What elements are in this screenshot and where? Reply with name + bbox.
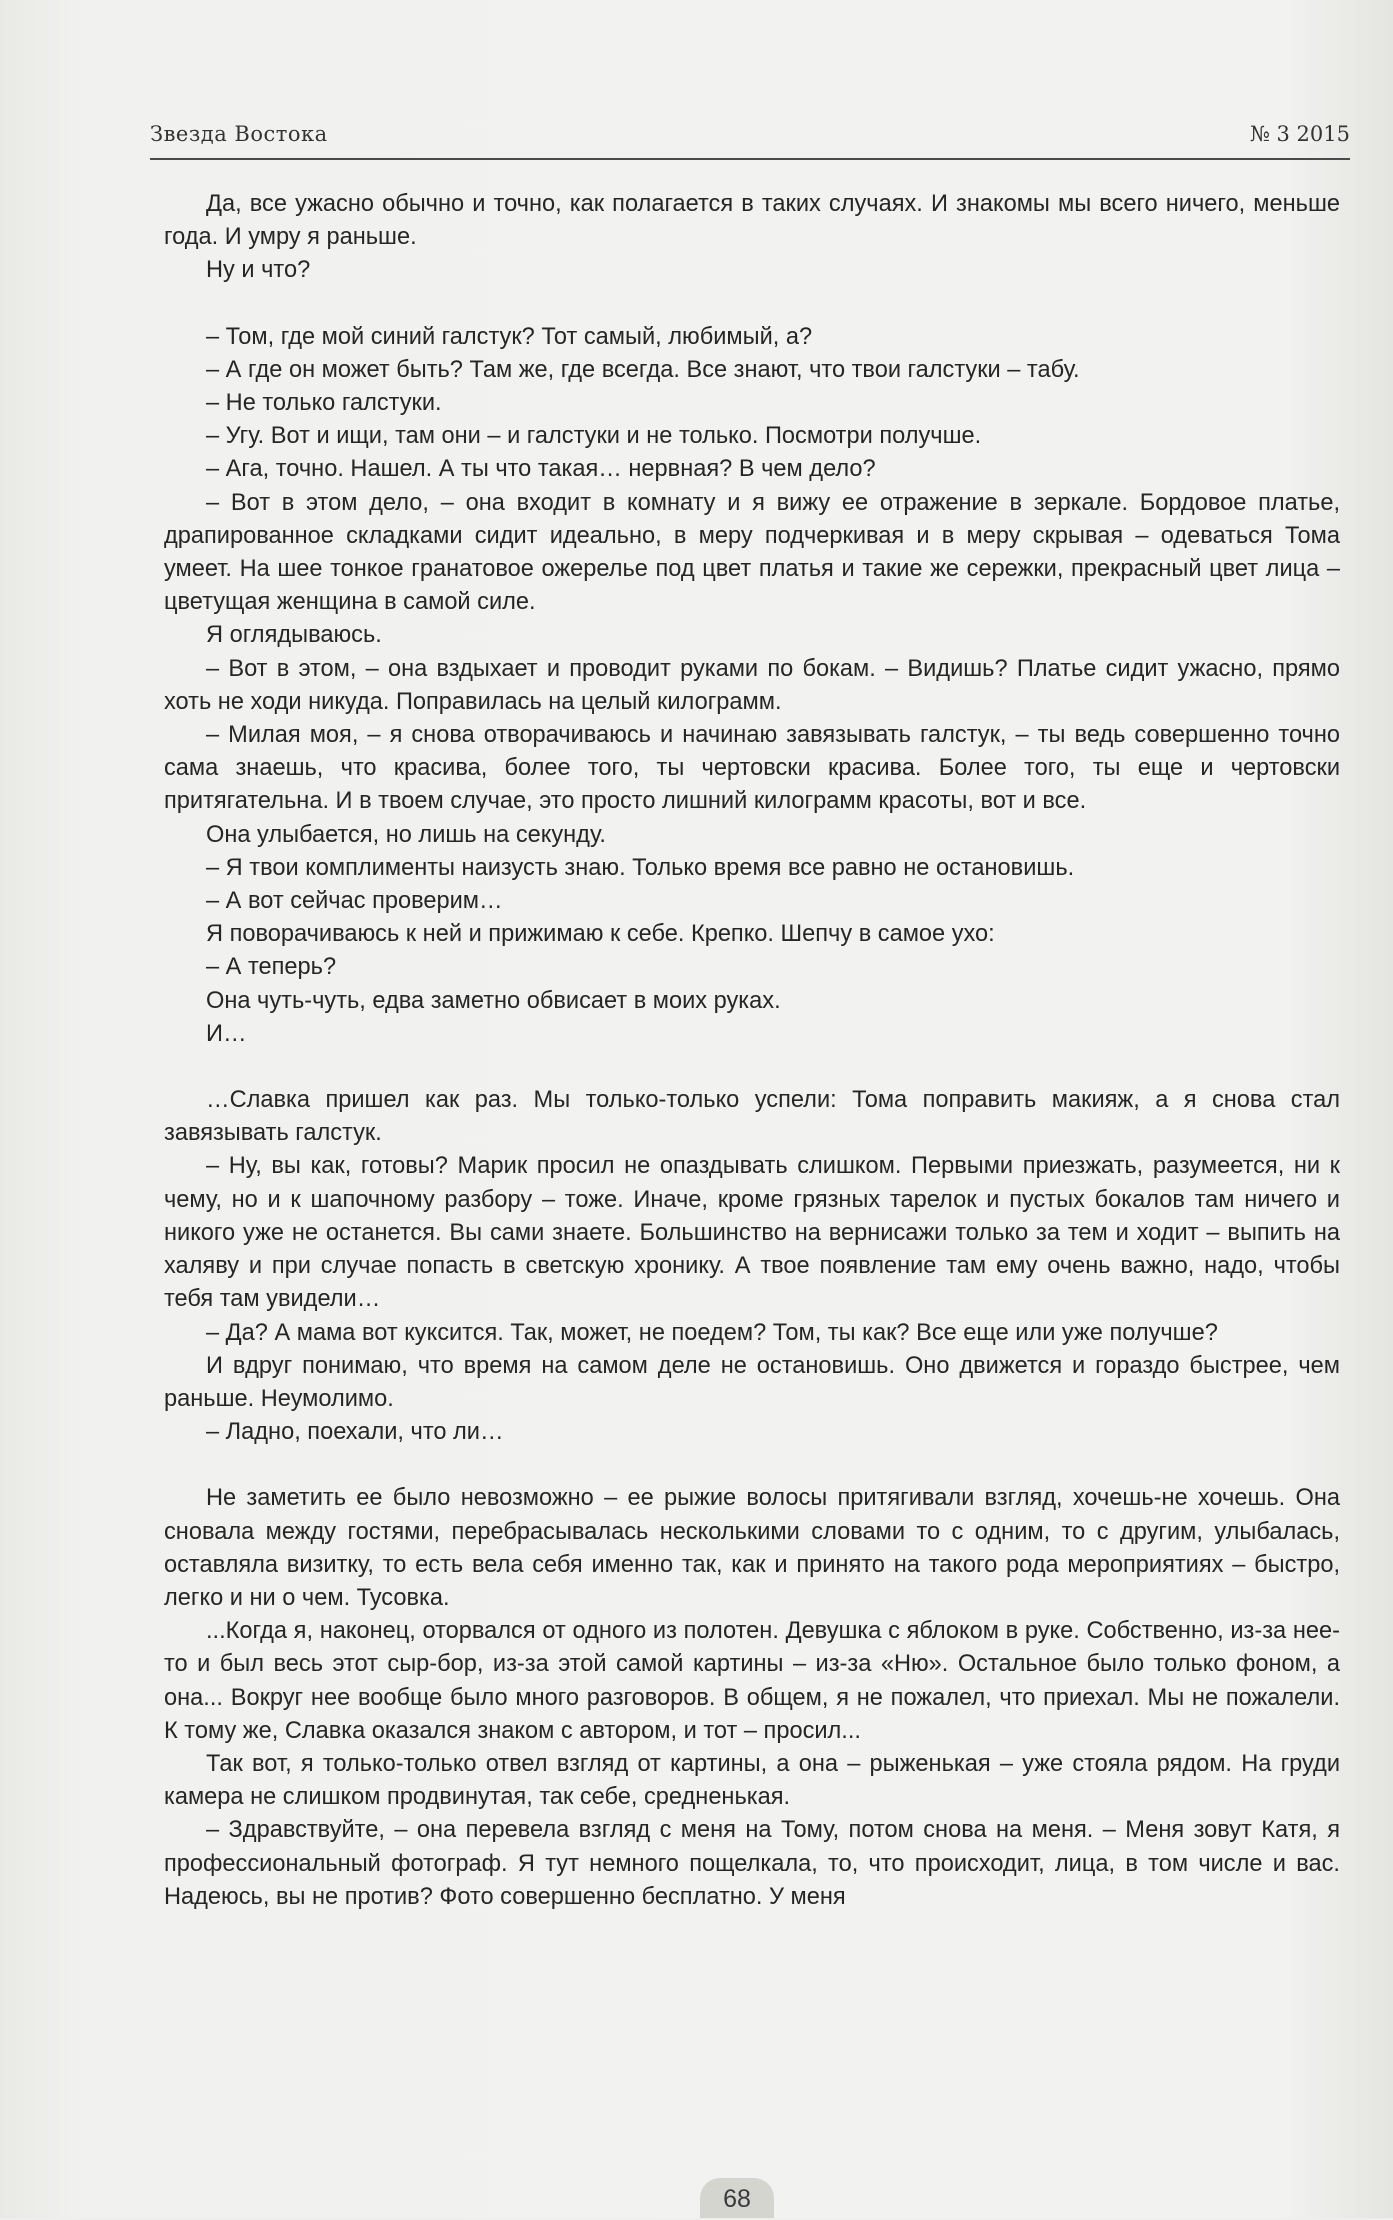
paragraph: Я оглядываюсь. — [206, 622, 382, 649]
paragraph: Ну и что? — [206, 257, 311, 284]
paragraph: – Вот в этом дело, – она входит в комнату и я вижу ее отражение в зеркале. Бордовое платье, драпированное складками сидит идеально, в меру подчеркивая и в меру скрывая – одеваться Тома умеет. На шее тонкое гранатовое ожерелье под цвет платья и такие же сережки, прекрасный цвет лица – цветущая женщина в самой силе. — [164, 489, 1340, 616]
paragraph: – Том, где мой синий галстук? Тот самый, любимый, а? — [206, 323, 813, 350]
paragraph: – Вот в этом, – она вздыхает и проводит руками по бокам. – Видишь? Платье сидит ужасно, прямо хоть не ходи никуда. Поправилась на целый килограмм. — [164, 655, 1340, 715]
paragraph: – А теперь? — [206, 954, 337, 981]
paragraph: – Милая моя, – я снова отворачиваюсь и начинаю завязывать галстук, – ты ведь совершенно точно сама знаешь, что красива, более того, ты чертовски красива. Более того, ты еще и чертовски притягательна. И в твоем случае, это просто лишний килограмм красоты, вот и все. — [164, 722, 1340, 815]
paragraph: ...Когда я, наконец, оторвался от одного из полотен. Девушка с яблоком в руке. Собственно, из-за нее-то и был весь этот сыр-бор, из-за этой самой картины – из-за «Ню». Остальное было только фоном, а она... Вокруг нее вообще было много разговоров. В общем, я не пожалел, что приехал. Мы не пожалели. К тому же, Славка оказался знаком с автором, и тот – просил... — [164, 1618, 1340, 1744]
paragraph: – Не только галстуки. — [206, 390, 442, 417]
paragraph: И… — [206, 1020, 247, 1047]
paragraph: – Ладно, поехали, что ли… — [206, 1419, 504, 1446]
paragraph: – Здравствуйте, – она перевела взгляд с меня на Тому, потом снова на меня. – Меня зовут Катя, я профессиональный фотограф. Я тут немного пощелкала, то, что происходит, лица, в том числе и вас. Надеюсь, вы не против? Фото совершенно бесплатно. У меня — [164, 1817, 1340, 1910]
page-number: 68 — [700, 2178, 774, 2218]
paragraph: – Я твои комплименты наизусть знаю. Только время все равно не остановишь. — [206, 854, 1075, 881]
running-header — [150, 112, 1350, 160]
paragraph: Да, все ужасно обычно и точно, как полагается в таких случаях. И знакомы мы всего ничего, меньше года. И умру я раньше. — [164, 191, 1340, 251]
journal-title: Звезда Востока — [150, 122, 328, 146]
paragraph: Она улыбается, но лишь на секунду. — [206, 821, 606, 848]
paragraph: – А вот сейчас проверим… — [206, 888, 503, 915]
paragraph: Она чуть-чуть, едва заметно обвисает в моих руках. — [206, 987, 781, 1014]
paragraph: – А где он может быть? Там же, где всегда. Все знают, что твои галстуки – табу. — [206, 356, 1080, 383]
paragraph: – Да? А мама вот куксится. Так, может, не поедем? Том, ты как? Все еще или уже получше? — [206, 1319, 1218, 1346]
paragraph: – Ну, вы как, готовы? Марик просил не опаздывать слишком. Первыми приезжать, разумеется, ни к чему, но и к шапочному разбору – тоже. Иначе, кроме грязных тарелок и пустых бокалов там ничего и никого уже не останется. Вы сами знаете. Большинство на вернисажи только за тем и ходит – выпить на халяву и при случае попасть в светскую хронику. А твое появление там ему очень важно, надо, чтобы тебя там увидели… — [164, 1153, 1340, 1313]
paragraph: Так вот, я только-только отвел взгляд от картины, а она – рыженькая – уже стояла рядом. На груди камера не слишком продвинутая, так себе, средненькая. — [164, 1750, 1340, 1811]
body-text — [164, 188, 1340, 1914]
paragraph: – Ага, точно. Нашел. А ты что такая… нервная? В чем дело? — [206, 456, 876, 483]
paragraph: Не заметить ее было невозможно – ее рыжие волосы притягивали взгляд, хочешь-не хочешь. Она сновала между гостями, перебрасывалась несколькими словами то с одним, то с другим, улыбалась, оставляла визитку, то есть вела себя именно так, как и принято на такого рода мероприятиях – быстро, легко и ни о чем. Тусовка. — [164, 1485, 1340, 1611]
paragraph: …Славка пришел как раз. Мы только-только успели: Тома поправить макияж, а я снова стал завязывать галстук. — [164, 1087, 1340, 1147]
paragraph: Я поворачиваюсь к ней и прижимаю к себе. Крепко. Шепчу в самое ухо: — [206, 921, 995, 948]
paragraph: И вдруг понимаю, что время на самом деле не остановишь. Оно движется и гораздо быстрее, чем раньше. Неумолимо. — [164, 1352, 1340, 1412]
issue-number: № 3 2015 — [1249, 122, 1350, 146]
paragraph: – Угу. Вот и ищи, там они – и галстуки и не только. Посмотри получше. — [206, 423, 982, 450]
